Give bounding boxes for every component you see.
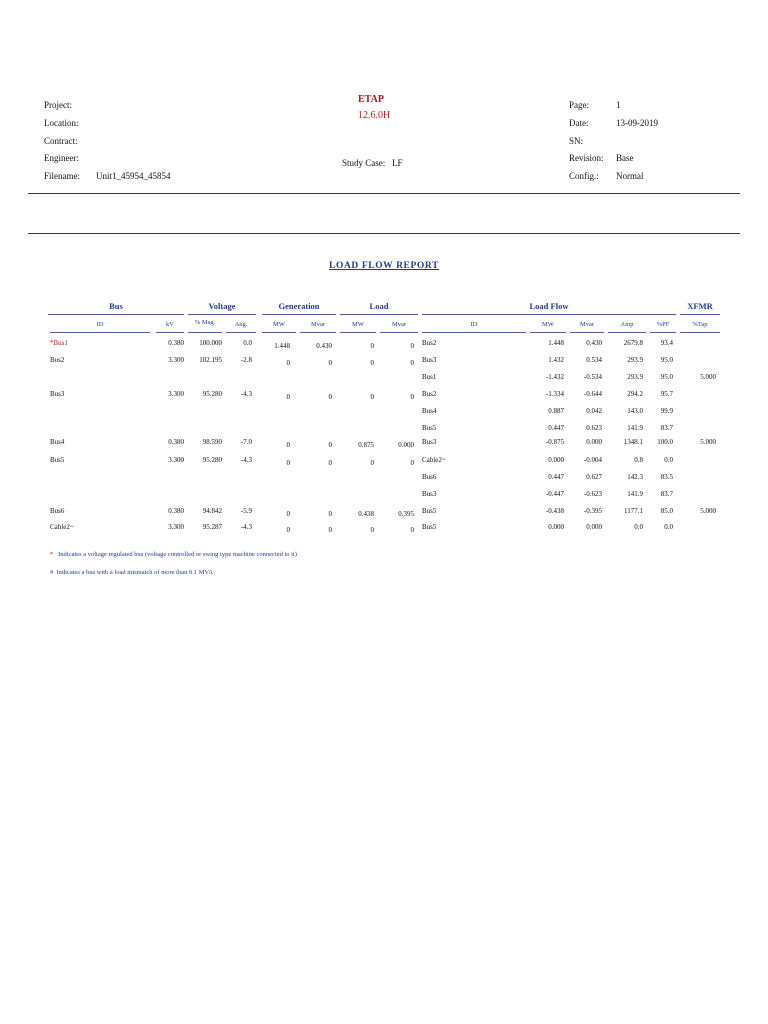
cell-lf-mvar: 0.042 <box>586 407 602 415</box>
col-gen-mw-rule <box>262 332 296 333</box>
cell-pf: 99.9 <box>660 407 673 415</box>
cell-lf-mw: 1.448 <box>548 339 564 347</box>
app-version: 12.6.0H <box>358 110 391 121</box>
cell-load-mvar: 0 <box>410 393 414 401</box>
cell-lf-mvar: 0.627 <box>586 473 602 481</box>
cell-lf-mvar: -0.004 <box>583 456 602 464</box>
cell-kv: 3.300 <box>168 456 184 464</box>
col-id-rule <box>50 332 150 333</box>
col-lf-id: ID <box>470 321 478 328</box>
cell-ang: 0.0 <box>243 339 252 347</box>
cell-ang: -5.9 <box>240 507 252 515</box>
cell-gen-mvar: 0 <box>328 441 332 449</box>
group-load-rule <box>340 314 418 315</box>
cell-mag: 95.280 <box>202 390 222 398</box>
cell-pf: 95.0 <box>660 356 673 364</box>
contract-label: Contract: <box>44 136 78 146</box>
col-lf-mw: MW <box>542 321 554 328</box>
col-pf-rule <box>650 332 676 333</box>
cell-mag: 95.287 <box>202 523 222 531</box>
cell-lf-id: Bus5 <box>422 424 437 432</box>
cell-lf-mw: 1.432 <box>548 356 564 364</box>
cell-lf-id: Cable2~ <box>422 456 446 464</box>
cell-load-mw: 0 <box>370 342 374 350</box>
cell-gen-mvar: 0.430 <box>316 342 332 350</box>
cell-gen-mvar: 0 <box>328 359 332 367</box>
cell-lf-id: Bus5 <box>422 507 437 515</box>
cell-lf-mvar: -0.644 <box>583 390 602 398</box>
cell-lf-mvar: -0.395 <box>583 507 602 515</box>
cell-gen-mvar: 0 <box>328 459 332 467</box>
cell-amp: 142.3 <box>627 473 643 481</box>
cell-lf-id: Bus5 <box>422 523 437 531</box>
cell-pf: 0.0 <box>664 456 673 464</box>
cell-lf-mw: 0.447 <box>548 424 564 432</box>
col-tap: %Tap <box>692 321 708 328</box>
cell-load-mw: 0.875 <box>358 441 374 449</box>
group-xfmr-rule <box>680 314 720 315</box>
cell-lf-mw: 0.000 <box>548 456 564 464</box>
cell-mag: 100.000 <box>199 339 222 347</box>
col-gen-mvar: Mvar <box>310 321 326 328</box>
cell-lf-id: Bus3 <box>422 490 437 498</box>
page-label: Page: <box>569 100 589 110</box>
cell-lf-mvar: 0.430 <box>586 339 602 347</box>
cell-load-mvar: 0.000 <box>398 441 414 449</box>
cell-ang: -4.3 <box>240 390 252 398</box>
cell-pf: 85.0 <box>660 507 673 515</box>
col-load-mw: MW <box>352 321 364 328</box>
cell-pf: 95.0 <box>660 373 673 381</box>
cell-lf-mvar: -0.534 <box>583 373 602 381</box>
revision-label: Revision: <box>569 153 604 163</box>
cell-lf-id: Bus4 <box>422 407 437 415</box>
group-voltage-rule <box>188 314 256 315</box>
engineer-label: Engineer: <box>44 153 79 163</box>
group-load-flow-rule <box>422 314 676 315</box>
group-bus: Bus <box>109 301 123 311</box>
cell-lf-mw: -0.438 <box>545 507 564 515</box>
col-amp: Amp <box>620 321 634 328</box>
cell-load-mw: 0.438 <box>358 510 374 518</box>
cell-lf-id: Bus2 <box>422 390 437 398</box>
cell-gen-mvar: 0 <box>328 393 332 401</box>
note-mismatch-text: Indicates a bus with a load mismatch of more than 0.1 MVA <box>56 569 214 576</box>
cell-lf-mw: -0.875 <box>545 438 564 446</box>
header-divider-top <box>28 193 740 194</box>
cell-load-mw: 0 <box>370 393 374 401</box>
col-lf-mw-rule <box>530 332 566 333</box>
note-regulated-marker: * <box>50 551 54 558</box>
cell-tap: 5.000 <box>700 438 716 446</box>
col-lf-mvar: Mvar <box>579 321 595 328</box>
cell-load-mw: 0 <box>370 526 374 534</box>
col-mag-rule <box>188 332 222 333</box>
page-value: 1 <box>616 100 621 110</box>
cell-lf-id: Bus6 <box>422 473 437 481</box>
cell-ang: -4.3 <box>240 456 252 464</box>
cell-pf: 83.7 <box>660 490 673 498</box>
group-voltage: Voltage <box>208 301 236 311</box>
cell-load-mvar: 0 <box>410 342 414 350</box>
group-bus-rule <box>48 314 184 315</box>
study-case-value: LF <box>392 158 403 168</box>
col-kv-rule <box>156 332 184 333</box>
col-id: ID <box>96 321 104 328</box>
cell-amp: 1177.1 <box>624 507 643 515</box>
cell-gen-mw: 0 <box>286 393 290 401</box>
cell-gen-mw: 0 <box>286 459 290 467</box>
cell-tap: 5.000 <box>700 507 716 515</box>
cell-lf-mvar: 0.000 <box>586 523 602 531</box>
cell-lf-mvar: 0.623 <box>586 424 602 432</box>
col-pf: %PF <box>656 321 670 328</box>
cell-lf-mw: -1.432 <box>545 373 564 381</box>
cell-pf: 95.7 <box>660 390 673 398</box>
cell-amp: 1348.1 <box>623 438 643 446</box>
header-divider-bottom <box>28 233 740 234</box>
cell-lf-mw: -1.334 <box>545 390 564 398</box>
cell-amp: 294.2 <box>627 390 643 398</box>
note-regulated-text: Indicates a voltage regulated bus (voltage controlled or swing type machine connected to it) <box>58 551 297 558</box>
cell-load-mvar: 0 <box>410 359 414 367</box>
cell-amp: 293.9 <box>627 373 643 381</box>
cell-pf: 100.0 <box>657 438 673 446</box>
cell-lf-id: Bus1 <box>422 373 437 381</box>
cell-id: Bus4 <box>50 438 65 446</box>
col-load-mvar-rule <box>380 332 418 333</box>
cell-kv: 3.300 <box>168 390 184 398</box>
filename-label: Filename: <box>44 171 80 181</box>
cell-pf: 83.7 <box>660 424 673 432</box>
cell-gen-mvar: 0 <box>328 510 332 518</box>
cell-gen-mw: 0 <box>286 359 290 367</box>
col-lf-id-rule <box>422 332 526 333</box>
cell-amp: 293.9 <box>627 356 643 364</box>
cell-id: Bus3 <box>50 390 65 398</box>
cell-kv: 0.380 <box>168 438 184 446</box>
sn-label: SN: <box>569 136 584 146</box>
cell-amp: 0.8 <box>634 456 643 464</box>
config-value: Normal <box>616 171 644 181</box>
cell-id: Bus6 <box>50 507 65 515</box>
cell-mag: 95.280 <box>202 456 222 464</box>
col-ang-rule <box>226 332 256 333</box>
col-kv: kV <box>166 321 174 328</box>
cell-lf-mvar: 0.000 <box>586 438 602 446</box>
group-load-flow: Load Flow <box>529 301 569 311</box>
cell-kv: 0.380 <box>168 339 184 347</box>
cell-ang: -4.3 <box>240 523 252 531</box>
note-mismatch <box>50 569 213 576</box>
col-load-mvar: Mvar <box>391 321 407 328</box>
cell-lf-mw: 0.000 <box>548 523 564 531</box>
cell-id: Cable2~ <box>50 523 74 531</box>
cell-mag: 102.195 <box>199 356 222 364</box>
date-label: Date: <box>569 118 589 128</box>
cell-tap: 5.000 <box>700 373 716 381</box>
col-lf-mvar-rule <box>570 332 604 333</box>
cell-amp: 2679.8 <box>623 339 643 347</box>
cell-load-mvar: 0 <box>410 459 414 467</box>
cell-amp: 143.0 <box>627 407 643 415</box>
project-label: Project: <box>44 100 72 110</box>
cell-gen-mvar: 0 <box>328 526 332 534</box>
note-mismatch-marker: # <box>50 569 54 576</box>
cell-load-mw: 0 <box>370 459 374 467</box>
cell-lf-mw: 0.887 <box>548 407 564 415</box>
cell-amp: 141.9 <box>627 424 643 432</box>
cell-load-mvar: 0.395 <box>398 510 414 518</box>
cell-pf: 0.0 <box>664 523 673 531</box>
cell-lf-id: Bus3 <box>422 356 437 364</box>
cell-kv: 0.380 <box>168 507 184 515</box>
cell-load-mvar: 0 <box>410 526 414 534</box>
cell-lf-mvar: 0.534 <box>586 356 602 364</box>
group-generation-rule <box>262 314 336 315</box>
cell-id: Bus5 <box>50 456 65 464</box>
cell-amp: 141.9 <box>627 490 643 498</box>
study-case-label: Study Case: <box>342 158 386 168</box>
cell-gen-mw: 0 <box>286 526 290 534</box>
note-regulated <box>50 551 297 558</box>
cell-lf-mvar: -0.623 <box>583 490 602 498</box>
col-mag: % Mag. <box>194 319 216 326</box>
cell-ang: -7.0 <box>240 438 252 446</box>
location-label: Location: <box>44 118 79 128</box>
col-ang: Ang. <box>234 321 248 328</box>
cell-mag: 98.590 <box>202 438 222 446</box>
group-xfmr: XFMR <box>687 301 713 311</box>
cell-gen-mw: 1.448 <box>274 342 290 350</box>
col-amp-rule <box>608 332 646 333</box>
col-tap-rule <box>680 332 720 333</box>
date-value: 13-09-2019 <box>616 118 658 128</box>
cell-kv: 3.300 <box>168 356 184 364</box>
cell-pf: 93.4 <box>660 339 673 347</box>
app-name: ETAP <box>358 94 384 105</box>
config-label: Config.: <box>569 171 599 181</box>
filename-value: Unit1_45954_45854 <box>96 171 171 181</box>
group-load: Load <box>369 301 389 311</box>
revision-value: Base <box>616 153 634 163</box>
cell-kv: 3.300 <box>168 523 184 531</box>
cell-id: Bus2 <box>50 356 65 364</box>
group-generation: Generation <box>278 301 320 311</box>
cell-lf-mw: -0.447 <box>545 490 564 498</box>
cell-amp: 0.0 <box>634 523 643 531</box>
cell-id: *Bus1 <box>50 339 68 347</box>
cell-mag: 94.842 <box>202 507 222 515</box>
cell-lf-mw: 0.447 <box>548 473 564 481</box>
col-gen-mw: MW <box>273 321 285 328</box>
cell-ang: -2.8 <box>240 356 252 364</box>
cell-load-mw: 0 <box>370 359 374 367</box>
cell-pf: 83.5 <box>660 473 673 481</box>
col-gen-mvar-rule <box>300 332 336 333</box>
cell-gen-mw: 0 <box>286 510 290 518</box>
report-title: LOAD FLOW REPORT <box>329 261 439 271</box>
cell-gen-mw: 0 <box>286 441 290 449</box>
cell-lf-id: Bus3 <box>422 438 437 446</box>
col-load-mw-rule <box>340 332 376 333</box>
cell-lf-id: Bus2 <box>422 339 437 347</box>
